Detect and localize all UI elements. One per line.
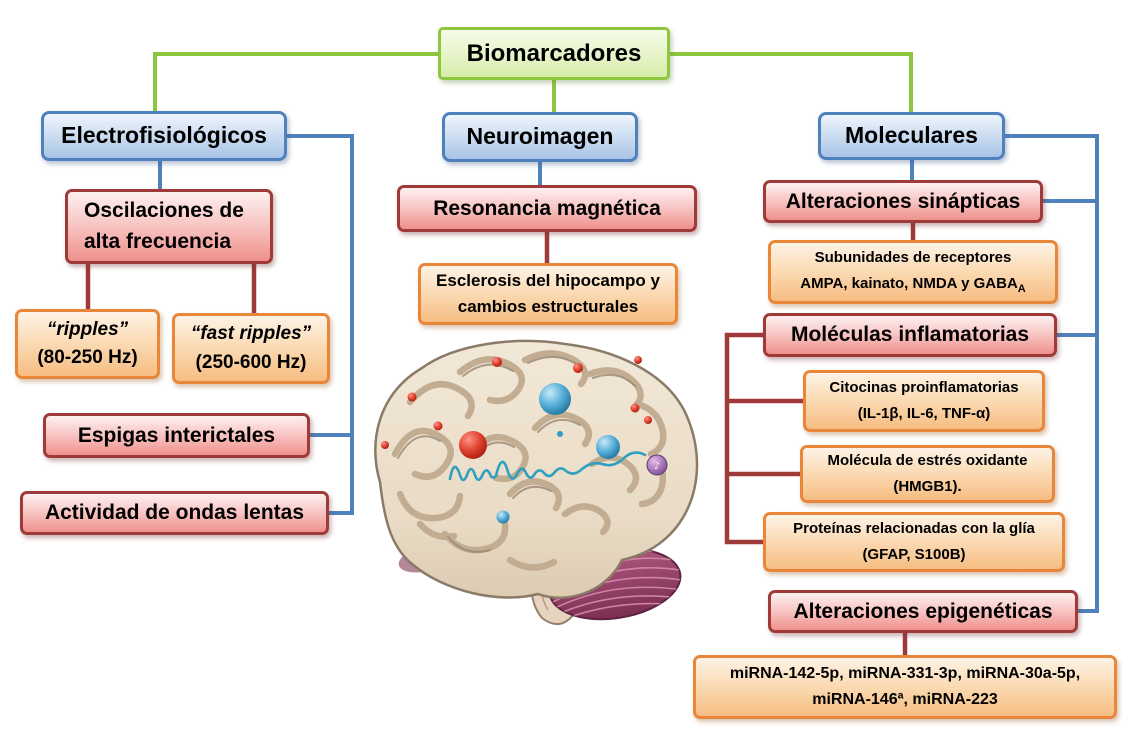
- node-moleculas-inflamatorias: [763, 313, 1057, 357]
- node-fast-ripples-line1: “fast ripples”: [190, 323, 312, 344]
- node-fast-ripples-line2: (250-600 Hz): [195, 351, 307, 373]
- node-subunidades-line2: [800, 271, 1025, 299]
- node-ripples: [15, 309, 160, 379]
- node-alteraciones-sinapticas: [763, 180, 1043, 223]
- node-sinapticas-label: Alteraciones sinápticas: [785, 189, 1021, 213]
- node-oscilaciones-line2: alta frecuencia: [84, 229, 232, 253]
- node-moleculares: [818, 112, 1005, 160]
- node-espigas-label: Espigas interictales: [77, 423, 276, 447]
- node-mirna-line2: miRNA-146ª, miRNA-223: [812, 691, 998, 708]
- node-biomarcadores: [438, 27, 670, 80]
- node-subunidades-line2-main: AMPA, kainato, NMDA y GABA: [800, 274, 1018, 292]
- brain-lateral-view-icon: [350, 332, 715, 634]
- node-oscilaciones-alta-frecuencia: [65, 189, 273, 264]
- node-biomarcadores-label: Biomarcadores: [466, 39, 642, 67]
- node-ripples-line1: “ripples”: [46, 318, 129, 340]
- node-espigas-interictales: [43, 413, 310, 458]
- node-mirna-line1: miRNA-142-5p, miRNA-331-3p, miRNA-30a-5p,: [729, 664, 1081, 682]
- node-citocinas: [803, 370, 1045, 432]
- node-actividad-ondas-lentas: [20, 491, 329, 535]
- node-glia-line2: (GFAP, S100B): [862, 546, 966, 563]
- purple-note-marker: [647, 455, 667, 475]
- node-esclerosis-line2: cambios estructurales: [457, 297, 639, 316]
- node-resonancia-magnetica: [397, 185, 697, 232]
- node-moleculares-label: Moleculares: [845, 122, 978, 149]
- node-ondas-lentas-label: Actividad de ondas lentas: [44, 501, 305, 525]
- node-epigeneticas-label: Alteraciones epigenéticas: [793, 599, 1053, 623]
- node-esclerosis-line1: Esclerosis del hipocampo y: [436, 270, 660, 290]
- node-subunidades-receptores: [768, 240, 1058, 304]
- node-oxidante-line2: (HMGB1).: [893, 478, 962, 495]
- node-mirna-list: [693, 655, 1117, 719]
- node-subunidades-line1: Subunidades de receptores: [814, 249, 1012, 267]
- node-neuroimagen-label: Neuroimagen: [466, 123, 614, 150]
- node-estres-oxidante: [800, 445, 1055, 503]
- node-esclerosis-hipocampo: [418, 263, 678, 325]
- node-electrofisiologicos: [41, 111, 287, 161]
- node-resonancia-label: Resonancia magnética: [433, 196, 661, 220]
- node-neuroimagen: [442, 112, 638, 162]
- brain-illustration: [350, 332, 715, 634]
- node-citocinas-line1: Citocinas proinflamatorias: [829, 378, 1019, 396]
- node-citocinas-line2: (IL-1β, IL-6, TNF-α): [857, 405, 991, 422]
- node-ripples-line2: (80-250 Hz): [37, 347, 138, 368]
- svg-text:♪: ♪: [653, 461, 661, 472]
- node-oxidante-line1: Molécula de estrés oxidante: [827, 451, 1028, 469]
- node-fast-ripples: [172, 313, 330, 384]
- node-subunidades-gaba-subscript: A: [1017, 282, 1026, 295]
- node-inflamatorias-label: Moléculas inflamatorias: [790, 323, 1030, 347]
- node-oscilaciones-line1: Oscilaciones de: [84, 199, 244, 223]
- node-glia-line1: Proteínas relacionadas con la glía: [793, 519, 1035, 537]
- node-alteraciones-epigeneticas: [768, 590, 1078, 633]
- node-proteinas-glia: [763, 512, 1065, 572]
- node-electrofisiologicos-label: Electrofisiológicos: [61, 122, 267, 149]
